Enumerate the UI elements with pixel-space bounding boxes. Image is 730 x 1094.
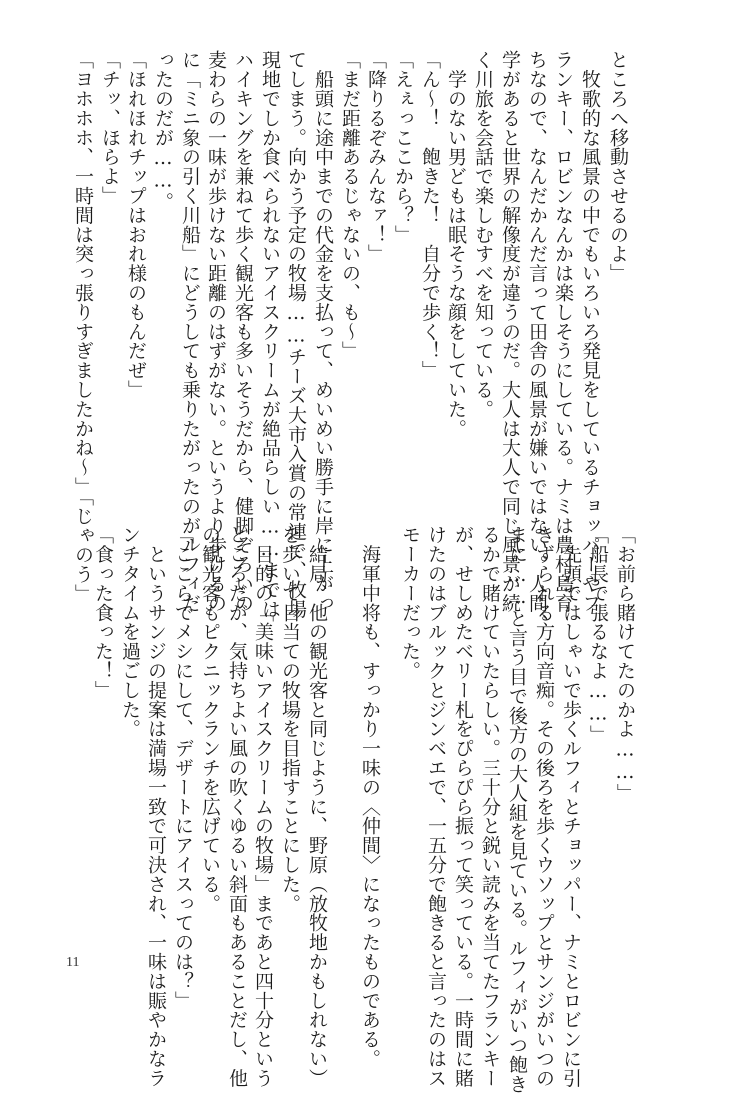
text-column: が、せしめたベリー札をぴらぴら振って笑っている。一時間に賭 [452,525,474,1088]
text-column: ったのだが……。 [152,50,174,212]
text-column: 牧歌的な風景の中でもいろいろ発見をしているチョッパーやフ [579,50,601,613]
text-column: 「チッ、ほらよ」 [99,50,121,206]
text-column: に「ミニ象の引く川船」にどうしても乗りたがったのがルフィだ [179,50,201,613]
text-column: 「ここらでメシにして、デザートにアイスってのは？」 [172,525,194,1010]
text-column: 現地でしか食べられないアイスクリームが絶品らしい……までは [259,50,281,619]
text-column: 「ヨホホホ、一時間は突っ張りすぎましたかね～」「じゃのう」 [72,50,94,604]
text-column: というサンジの提案は満場一致で可決され、一味は賑やかなラ [145,525,167,1088]
text-column: まに……と言う目で後方の大人組を見ている。ルフィがいつ飽き [506,525,528,1094]
text-column: 「ほれほれチップはおれ様のもんだぜ」 [125,50,147,400]
text-column: るかで賭けていたらしい。三十分と鋭い読みを当てたフランキー [479,525,501,1088]
text-column: ンチタイムを過ごした。 [119,525,141,739]
text-column: 先頭ではしゃいで歩くルフィとチョッパー、ナミとロビンに引 [560,525,582,1088]
text-column: 「ん～！ 飽きた！ 自分で歩く！」 [419,50,441,380]
text-column: てしまう。向かう予定の牧場……チーズ大市入賞の常連で、牧場 [285,50,307,619]
text-column: ところだが、気持ちよい風の吹くゆるい斜面もあることだし、他 [226,525,248,1088]
text-column: 船頭に途中までの代金を支払って、めいめい勝手に岸に上がっ [312,50,334,613]
text-column: 「食った食った！」 [92,525,114,700]
text-column: ランキー、ロビンなんかは楽しそうにしている。ナミは農村島育 [552,50,574,613]
text-column: く川旅を会話で楽しむすべを知っている。 [472,50,494,419]
text-column: きずられる方向音痴。その後ろを歩くウソップとサンジがいつの [533,525,555,1088]
page-number: 11 [66,955,80,970]
text-column: の観光客もピクニックランチを広げている。 [199,525,221,913]
text-column: 「えぇっここから？」 [392,50,414,244]
text-column: 「船長で張るなよ……」 [587,525,609,745]
text-column: ちなので、なんだかんだ言って田舎の風景が嫌いではない。人間、 [526,50,548,632]
text-column: 目的の「美味いアイスクリームの牧場」まであと四十分という [252,525,274,1088]
text-column: ハイキングを兼ねて歩く観光客も多いそうだから、健脚ぞろいの [232,50,254,613]
text-column: 「降りるぞみんなァ！」 [365,50,387,264]
text-column: 海軍中将も、すっかり一味の〈仲間〉になったものである。 [359,525,381,1069]
text-column: 「お前ら賭けてたのかよ……」 [614,525,636,803]
text-column: モーカーだった。 [399,525,421,681]
text-column: 結局、他の観光客と同じように、野原（放牧地かもしれない） [306,525,328,1088]
text-column: を歩いて目当ての牧場を目指すことにした。 [279,525,301,913]
text-column: けたのはブルックとジンベエで、一五分で飽きると言ったのはス [425,525,447,1088]
text-column: ところへ移動させるのよ」 [607,50,629,283]
text-column: 「まだ距離あるじゃないの、も～」 [339,50,361,361]
text-column: 学があると世界の解像度が違うのだ。大人は大人で同じ風景が続 [499,50,521,613]
text-column: 麦わらの一味が歩けない距離のはずがない。というより歩けるの [205,50,227,613]
text-column: 学のない男どもは眠そうな顔をしていた。 [445,50,467,438]
